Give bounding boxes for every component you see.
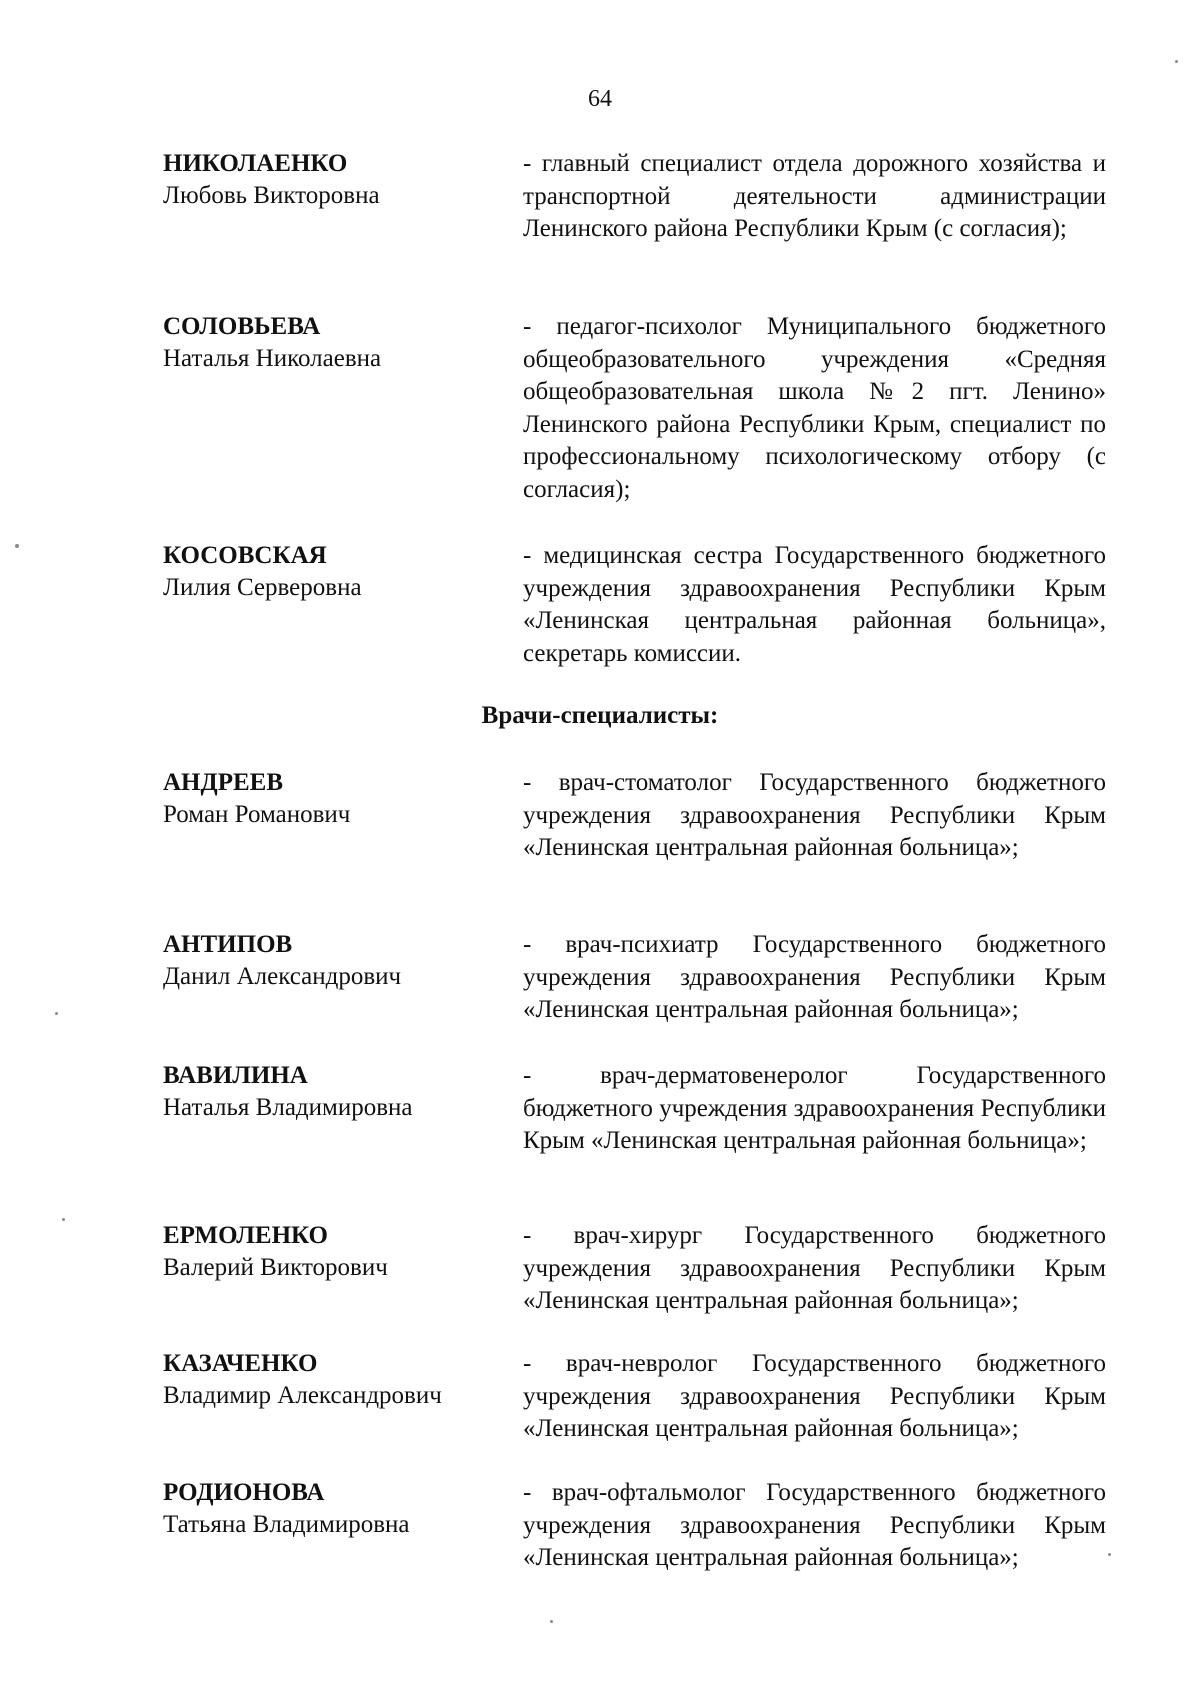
scan-speck [62, 1218, 65, 1221]
specialist-role: - врач-психиатр Государственного бюджетного учреждения здравоохранения Республики Крым «Ленинская центральная районная больница»; [523, 931, 1106, 1023]
member-role: - педагог-психолог Муниципального бюджетного общеобразовательного учреждения «Средняя общеобразовательная школа №2 пгт. Ленино» Ленинского района Республики Крым, специалист по профессиональному психологическому отбору (с согласия); [523, 313, 1106, 503]
specialist-role: - врач-дерматовенеролог Государственного бюджетного учреждения здравоохранения Республики Крым «Ленинская центральная районная больница»; [523, 1062, 1106, 1154]
member-given-names: Лилия Серверовна [163, 574, 362, 601]
specialist-surname: РОДИОНОВА [163, 1479, 325, 1506]
specialist-role: - врач-хирург Государственного бюджетного учреждения здравоохранения Республики Крым «Ленинская центральная районная больница»; [523, 1222, 1106, 1314]
member-role: - медицинская сестра Государственного бюджетного учреждения здравоохранения Республики Крым «Ленинская центральная районная больница», секретарь комиссии. [523, 542, 1106, 667]
section-heading: Врачи-специалисты: [481, 702, 719, 729]
member-given-names: Любовь Викторовна [163, 182, 380, 209]
member-surname: НИКОЛАЕНКО [163, 150, 348, 177]
member-person [163, 148, 503, 212]
specialist-given-names: Наталья Владимировна [163, 1094, 413, 1121]
specialist-surname: ВАВИЛИНА [163, 1062, 308, 1089]
specialist-given-names: Владимир Александрович [163, 1382, 442, 1409]
specialist-person [163, 1220, 503, 1284]
specialist-surname: АНТИПОВ [163, 931, 293, 958]
specialist-person [163, 1477, 503, 1541]
member-person [163, 311, 503, 375]
member-role: - главный специалист отдела дорожного хозяйства и транспортной деятельности администрации Ленинского района Республики Крым (с согласия); [523, 150, 1106, 242]
page-number: 64 [588, 86, 612, 112]
member-surname: СОЛОВЬЕВА [163, 313, 321, 340]
scan-speck [55, 1012, 58, 1015]
scan-speck [15, 544, 19, 548]
specialist-person [163, 1060, 503, 1124]
specialist-surname: АНДРЕЕВ [163, 769, 283, 796]
specialist-given-names: Роман Романович [163, 801, 351, 828]
specialist-person [163, 1348, 503, 1412]
specialist-surname: КАЗАЧЕНКО [163, 1350, 318, 1377]
member-given-names: Наталья Николаевна [163, 345, 382, 372]
specialist-person [163, 767, 503, 831]
specialist-role: - врач-стоматолог Государственного бюджетного учреждения здравоохранения Республики Крым «Ленинская центральная районная больница»; [523, 769, 1106, 861]
specialist-given-names: Данил Александрович [163, 963, 402, 990]
specialist-role: - врач-невролог Государственного бюджетного учреждения здравоохранения Республики Крым «Ленинская центральная районная больница»; [523, 1350, 1106, 1442]
scan-speck [1108, 1553, 1111, 1556]
scan-speck [550, 1620, 553, 1623]
specialist-role: - врач-офтальмолог Государственного бюджетного учреждения здравоохранения Республики Крым «Ленинская центральная районная больница»; [523, 1479, 1106, 1571]
specialist-given-names: Валерий Викторович [163, 1254, 388, 1281]
member-person [163, 540, 503, 604]
scan-speck [1175, 60, 1178, 63]
specialist-surname: ЕРМОЛЕНКО [163, 1222, 328, 1249]
specialist-person [163, 929, 503, 993]
specialist-given-names: Татьяна Владимировна [163, 1511, 410, 1538]
member-surname: КОСОВСКАЯ [163, 542, 327, 569]
